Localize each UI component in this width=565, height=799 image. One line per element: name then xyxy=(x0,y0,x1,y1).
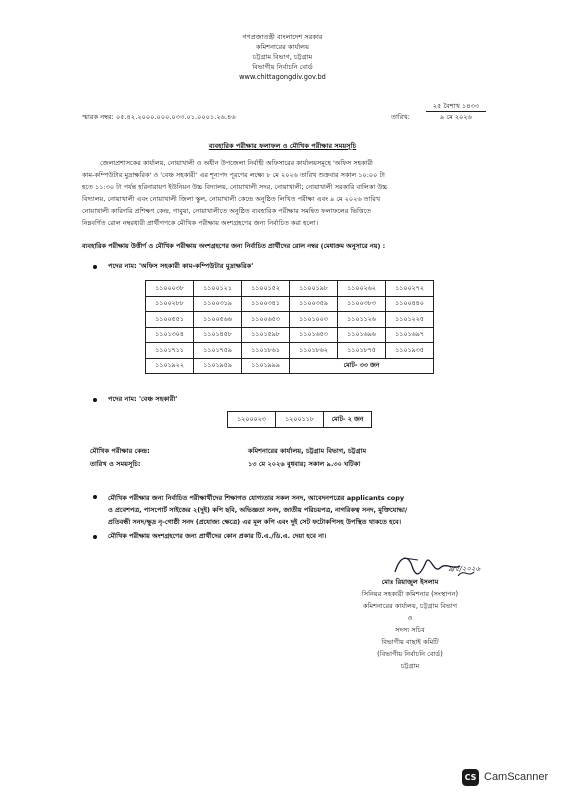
header-board: বিভাগীয় নির্বাচনি বোর্ড xyxy=(252,63,313,71)
table-row xyxy=(146,281,434,297)
roll-cell: ১১০১৫৯৮ xyxy=(242,327,290,343)
roll-cell: ১১০১৯৯৯ xyxy=(242,358,290,374)
note-line: মৌখিক পরীক্ষার জন্য নির্বাচিত পরীক্ষার্থীদের শিক্ষাগত যোগ্যতার সকল সনদ, আবেদনপত্রের applicants copy xyxy=(108,494,405,502)
post2-label: পদের নাম: 'বেঞ্চ সহকারী' xyxy=(108,395,178,403)
viva-venue-label: মৌখিক পরীক্ষার কেন্দ্র: xyxy=(90,447,150,455)
note-line: প্রতিবন্ধী সনদ/ক্ষুদ্র নৃ-গোষ্ঠী সনদ (প্রযোজ্য ক্ষেত্রে) এর মূল কপি এবং দুই সেট ফটোকপিসহ উপস্থিত থাকতে হবে। xyxy=(108,518,402,526)
body-line: নোয়াখালী কারিগরি প্রশিক্ষণ কেন্দ্র, গাবুয়া, নোয়াখালীতে অনুষ্ঠিত ব্যবহারিক পরীক্ষার সমন্বিত ফলাফলের ভিত্তিতে xyxy=(82,207,372,215)
roll-cell: ১২০০১১৮ xyxy=(276,412,324,428)
roll-cell: ১১০১৯২২ xyxy=(146,358,194,374)
table-row xyxy=(146,296,434,312)
memo-number: স্মারক নম্বর: ০৫.৪২.২০০০.০০০.০৩৩.০১.০০০১.২৬.৪৬ xyxy=(82,113,236,121)
signatory-name: মোঃ রিয়াজুল ইসলাম xyxy=(381,578,439,586)
subject-heading: ব্যবহারিক পরীক্ষার ফলাফল ও মৌখিক পরীক্ষার সময়সূচি xyxy=(208,142,357,150)
roll-cell: ১১০০৩৪১ xyxy=(242,296,290,312)
camscanner-watermark: CamScanner xyxy=(484,771,549,783)
signatory-board: (বিভাগীয় নির্বাচনি বোর্ড) xyxy=(377,650,443,658)
signatory-designation: সিনিয়র সহকারী কমিশনার (সংস্থাপন) xyxy=(361,590,459,598)
post2-total: মোট- ২ জন xyxy=(324,412,372,428)
roll-cell: ১১০০০৩৮ xyxy=(146,281,194,297)
post1-total: মোট- ৩৩ জন xyxy=(290,358,434,374)
roll-cell: ১১০১৭১১ xyxy=(146,343,194,359)
body-line: হতে ১১:৩০ টা পর্যন্ত হরিনারায়ণ ইউনিয়ন উচ্চ বিদ্যালয়, নোয়াখালী সদর, নোয়াখালী; নোয়াখালী সরকারি বালিকা উচ্চ xyxy=(82,183,388,191)
camscanner-logo-icon: CS xyxy=(462,769,479,786)
bullet-icon xyxy=(93,495,97,499)
roll-cell: ১১০১৮৭৫ xyxy=(338,343,386,359)
roll-cell: ১১০০৩৫৯ xyxy=(290,296,338,312)
roll-cell: ১১০১৬৯৭ xyxy=(386,327,434,343)
viva-datetime-value: ১৩ মে ২০২৬ বুধবার; সকাল ৯.৩০ ঘটিকা xyxy=(248,460,361,468)
roll-cell: ১১০০৩১৯ xyxy=(194,296,242,312)
table-row xyxy=(146,343,434,359)
post2-roll-table xyxy=(227,411,372,428)
roll-cell: ১১০১৬৯৬ xyxy=(338,327,386,343)
memo-date-label: তারিখ: xyxy=(391,113,410,121)
roll-cell: ১১০০১৯৮ xyxy=(290,281,338,297)
memo-date-bangla: ২৫ বৈশাখ ১৪৩৩ xyxy=(426,102,486,112)
note-line: ও প্রবেশপত্র, পাসপোর্ট সাইজের ২(দুই) কপি ছবি, অভিজ্ঞতা সনদ, জাতীয় পরিচয়পত্র, নাগরিকত্ব সনদ, মুক্তিযোদ্ধা/ xyxy=(108,506,408,514)
post1-label: পদের নাম: 'অফিস সহকারী কাম-কম্পিউটার মুদ্রাক্ষরিক' xyxy=(108,262,254,270)
bullet-icon xyxy=(93,535,97,539)
roll-cell: ১১০১৮৬১ xyxy=(242,343,290,359)
roll-cell: ১১০১২২৫ xyxy=(386,312,434,328)
bullet-icon xyxy=(93,265,97,269)
roll-cell: ১১০১৯৫৯ xyxy=(194,358,242,374)
bullet-icon xyxy=(93,398,97,402)
note-1 xyxy=(108,492,407,528)
signatory-city: চট্টগ্রাম xyxy=(400,662,420,670)
post1-roll-table xyxy=(145,280,434,374)
header-website: www.chittagongdiv.gov.bd xyxy=(239,73,326,81)
roll-cell: ১১০০৪৪০ xyxy=(386,296,434,312)
roll-cell: ১১০০২৭২ xyxy=(386,281,434,297)
header-office: কমিশনারের কার্যালয় xyxy=(256,43,309,51)
memo-date-english: ৯ মে ২০২৬ xyxy=(440,113,472,121)
body-paragraph xyxy=(82,157,477,229)
viva-datetime-label: তারিখ ও সময়সূচি: xyxy=(90,460,141,468)
roll-cell: ১১০০৬৫৩ xyxy=(242,312,290,328)
roll-cell: ১১০০২৬২ xyxy=(338,281,386,297)
roll-cell: ১১০১১২৬ xyxy=(338,312,386,328)
body-line: জেলাপ্রশাসকের কার্যালয়, নোয়াখালী ও অধীন উপজেলা নির্বাহী অফিসারের কার্যালয়সমূহে 'অফিস সহকারী xyxy=(100,159,373,167)
roll-cell: ১১০১৭৫৯ xyxy=(194,343,242,359)
table-row xyxy=(146,327,434,343)
table-row xyxy=(228,412,372,428)
table-row xyxy=(146,312,434,328)
roll-cell: ১১০০৫৬৬ xyxy=(194,312,242,328)
roll-cell: ১১০০৩৮৩ xyxy=(338,296,386,312)
roll-cell: ১১০১৬৫৩ xyxy=(290,327,338,343)
header-government: গণপ্রজাতন্ত্রী বাংলাদেশ সরকার xyxy=(242,33,323,41)
signatory-and: ও xyxy=(407,614,413,622)
viva-venue-value: কমিশনারের কার্যালয়, চট্টগ্রাম বিভাগ, চট্টগ্রাম xyxy=(248,447,367,455)
signatory-committee: বিভাগীয় বাছাই কমিটি xyxy=(381,638,439,646)
roll-cell: ১১০১০০৩ xyxy=(290,312,338,328)
table-row xyxy=(146,358,434,374)
roll-cell: ১১০০২৮৮ xyxy=(146,296,194,312)
note-2: মৌখিক পরীক্ষায় অংশগ্রহণের জন্য প্রার্থীদের কোন প্রকার টি.এ./ডি.এ. দেয়া হবে না। xyxy=(108,532,327,540)
roll-cell: ১১০১৪৫৮ xyxy=(194,327,242,343)
roll-cell: ১১০১৮৬২ xyxy=(290,343,338,359)
body-line: নিম্নবর্ণিত রোল নম্বরধারী প্রার্থীগণকে মৌখিক পরীক্ষায় অংশগ্রহণের জন্য নির্বাচিত করা হলো। xyxy=(82,219,319,227)
signature-date: ৯/৫/২০২৬ xyxy=(448,565,481,573)
signatory-office: কমিশনারের কার্যালয়, চট্টগ্রাম বিভাগ xyxy=(362,602,458,610)
roll-cell: ১১০০১৫২ xyxy=(242,281,290,297)
header-division: চট্টগ্রাম বিভাগ, চট্টগ্রাম xyxy=(252,53,313,61)
roll-cell: ১১০০১২১ xyxy=(194,281,242,297)
roll-cell: ১১০০৫৫১ xyxy=(146,312,194,328)
roll-cell: ১২০০০২৩ xyxy=(228,412,276,428)
body-line: কাম-কম্পিউটার মুদ্রাক্ষরিক' ও 'বেঞ্চ সহকারী' এর শূন্যপদ পূরণের লক্ষ্যে ৮ মে ২০২৬ তারিখ শুক্রবার সকাল ১০:০০ টা xyxy=(82,171,385,179)
roll-cell: ১১০১৯৩৫ xyxy=(386,343,434,359)
signatory-role: সদস্য সচিব xyxy=(395,626,425,634)
roll-cell: ১১০১৩০৪ xyxy=(146,327,194,343)
intro-line: ব্যবহারিক পরীক্ষায় উত্তীর্ণ ও মৌখিক পরীক্ষায় অংশগ্রহণের জন্য নির্বাচিত প্রার্থীদের রোল নম্বর (মেধাক্রম অনুসারে নয়) : xyxy=(82,242,386,250)
body-line: বিদ্যালয়, নোয়াখালী এবং নোয়াখালী জিলা স্কুল, নোয়াখালী কেন্দ্রে অনুষ্ঠিত লিখিত পরীক্ষা এবং ৯ মে ২০২৬ তারিখ xyxy=(82,195,381,203)
